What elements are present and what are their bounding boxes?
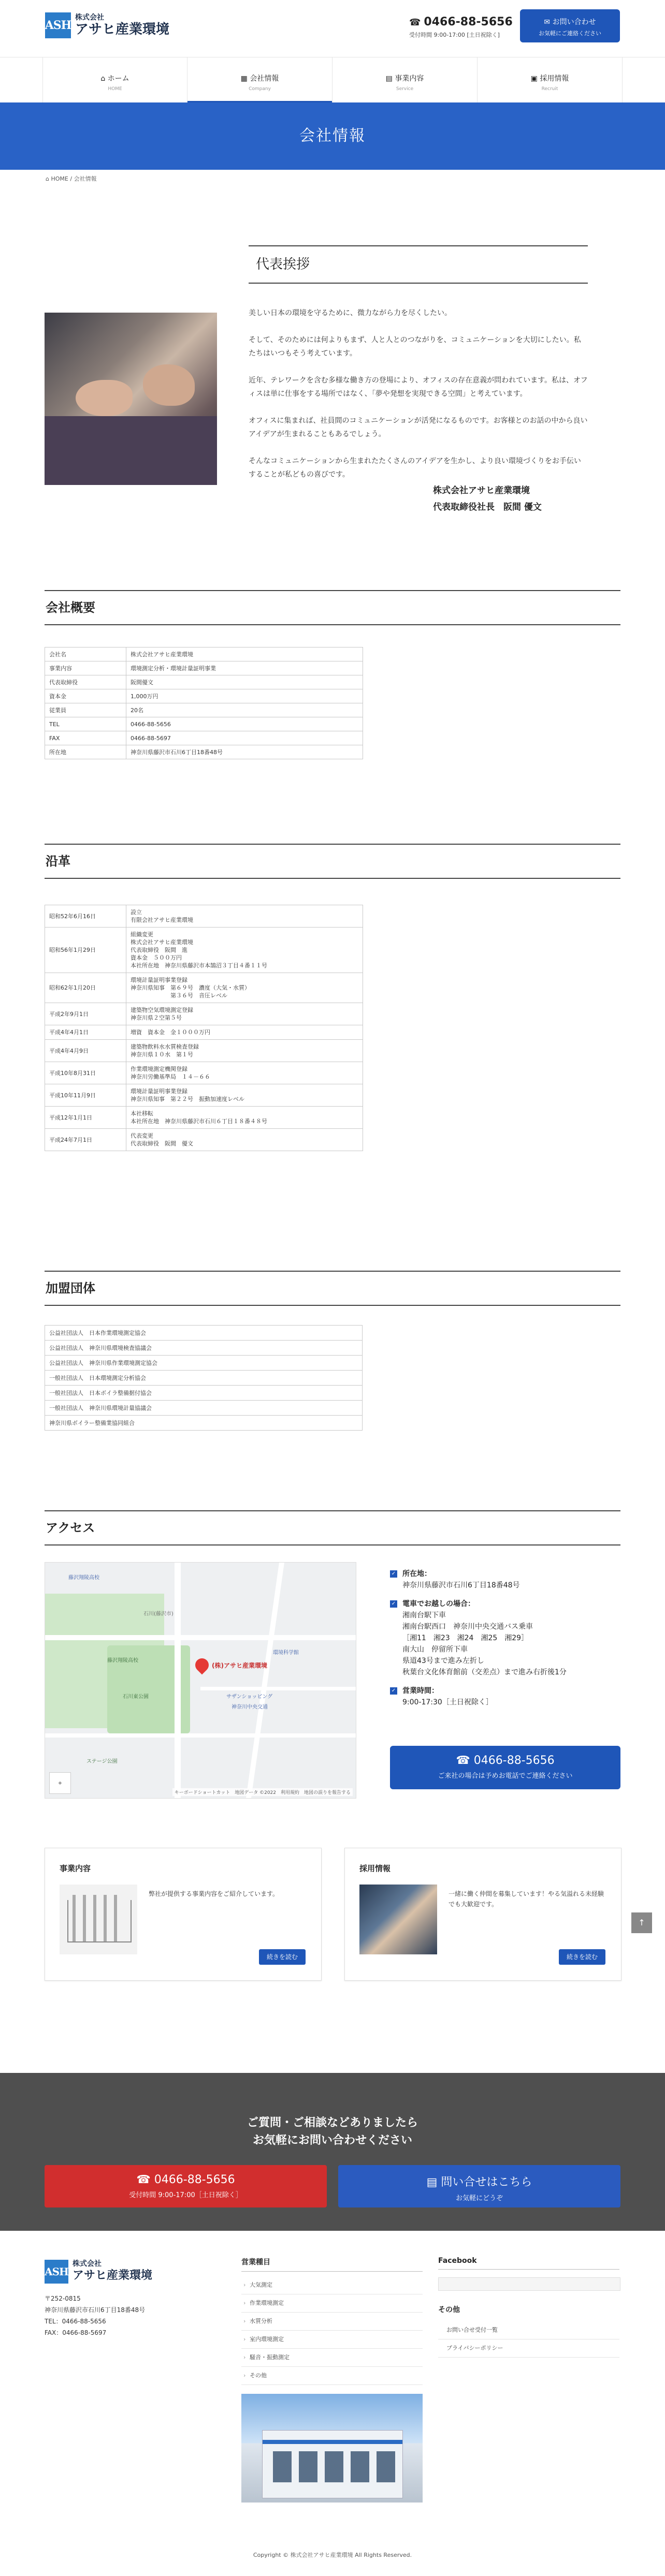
footer-addr: 神奈川県藤沢市石川6丁目18番48号: [45, 2306, 146, 2314]
history-event: 建築物空気環境測定登録 神奈川県２空第５号: [126, 1003, 363, 1025]
recruit-card-image: [359, 1885, 437, 1954]
footer-business-list: [241, 2276, 423, 2385]
history-event: 作業環境測定機関登録 神奈川労働基準局 １４－６６: [126, 1062, 363, 1084]
logo-company-name: アサヒ産業環境: [75, 22, 170, 37]
header-tel-number: 0466-88-5656: [424, 16, 513, 28]
page-banner: [0, 102, 665, 170]
history-date: 平成4年4月9日: [45, 1040, 126, 1062]
overview-row: [45, 661, 363, 675]
scroll-top-button[interactable]: ↑: [631, 1912, 652, 1933]
document-icon: ▤: [426, 2176, 441, 2189]
nav-sub: Service: [396, 86, 414, 92]
nav-sub: Recruit: [541, 86, 558, 92]
map-label: ステージ公園: [86, 1759, 118, 1764]
nav-sub: HOME: [108, 86, 122, 92]
cta-contact-button[interactable]: [338, 2165, 620, 2207]
groups-header: [45, 1271, 620, 1306]
nav-label: 事業内容: [395, 75, 424, 83]
footer-business-item[interactable]: › 騒音・振動測定: [241, 2349, 423, 2367]
group-name: 一般社団法人 神奈川県環境計量協議会: [45, 1401, 363, 1416]
greeting-paragraph: そして、そのためには何よりもまず、人と人とのつながりを、コミュニケーションを大切にしたい。私たちはいつもそう考えています。: [249, 336, 581, 358]
access-info: [390, 1568, 620, 1715]
copyright: Copyright © 株式会社アサヒ産業環境 All Rights Reserved.: [253, 2552, 412, 2558]
history-event: 環境計量証明事業登録 神奈川県知事 第６９号 濃度（大気・水質） 第３６号 音圧レベル: [126, 973, 363, 1003]
greeting-title-box: [249, 245, 588, 284]
cta-tel-button[interactable]: [45, 2165, 327, 2207]
history-date: 昭和56年1月29日: [45, 928, 126, 973]
footer-other-item[interactable]: お問い合せ受付一覧: [438, 2321, 619, 2339]
access-tel-button[interactable]: [390, 1746, 620, 1789]
logo-small-text: 株式会社: [73, 2260, 102, 2268]
history-event: 設立 有限会社アサヒ産業環境: [126, 905, 363, 928]
access-address: [390, 1568, 620, 1591]
overview-value: 0466-88-5656: [126, 717, 363, 731]
signature-company: 株式会社アサヒ産業環境: [433, 485, 530, 496]
history-date: 平成10年11月9日: [45, 1084, 126, 1107]
overview-row: [45, 703, 363, 717]
history-date: 平成2年9月1日: [45, 1003, 126, 1025]
history-date: 平成10年8月31日: [45, 1062, 126, 1084]
overview-row: [45, 731, 363, 745]
footer-building-photo: [241, 2394, 423, 2503]
cta-title-line: お気軽にお問い合わせください: [252, 2134, 412, 2147]
history-title: 沿革: [46, 854, 70, 869]
history-row: [45, 928, 363, 973]
access-tel-sub: ご来社の場合は予めお電話でご連絡ください: [438, 1772, 573, 1780]
contact-label: お問い合わせ: [552, 18, 596, 26]
access-tel: 0466-88-5656: [473, 1754, 555, 1767]
history-date: 平成4年4月1日: [45, 1025, 126, 1040]
access-item-title: 所在地：: [402, 1570, 431, 1578]
history-event: 組織変更 株式会社アサヒ産業環境 代表取締役 阪間 進 資本金 ５００万円 本社所在地 神奈川県藤沢市本鵠沼３丁目４番１１号: [126, 928, 363, 973]
overview-key: 代表取締役: [45, 675, 126, 689]
group-row: [45, 1386, 363, 1401]
footer-fax: FAX：0466-88-5697: [45, 2329, 107, 2336]
history-row: [45, 1003, 363, 1025]
group-row: [45, 1326, 363, 1341]
phone-icon: ☎: [409, 17, 421, 28]
logo-small-text: 株式会社: [75, 13, 104, 22]
access-map[interactable]: [45, 1562, 356, 1799]
map-label: 石川東公園: [123, 1694, 149, 1700]
history-row: [45, 1040, 363, 1062]
overview-key: 所在地: [45, 745, 126, 759]
greeting-paragraph: オフィスに集まれば、社員間のコミュニケーションが活発になるものです。お客様とのお話の中から良いアイデアが生まれることもあるでしょう。: [249, 417, 588, 438]
footer-business-item[interactable]: › 大気測定: [241, 2276, 423, 2294]
overview-key: 会社名: [45, 647, 126, 661]
groups-table: [45, 1325, 363, 1431]
overview-title: 会社概要: [46, 600, 95, 615]
group-row: [45, 1356, 363, 1371]
header-tel[interactable]: [409, 16, 513, 39]
access-hours: [390, 1685, 620, 1708]
group-row: [45, 1341, 363, 1356]
access-item-value: 湘南台駅下車 湘南台駅西口 神奈川中央交通バス乗車 ［湘11 湘23 湘24 湘25 湘29］ 南大山 停留所下車 県道43号まで進み左折し 秋葉台文化体育館前（交差点）まで進み右折後1分: [402, 1611, 567, 1676]
global-nav: [0, 57, 665, 102]
site-footer: [0, 2231, 665, 2576]
overview-row: [45, 717, 363, 731]
service-card[interactable]: [45, 1848, 322, 1981]
card-title: 採用情報: [359, 1864, 391, 1873]
history-row: [45, 1107, 363, 1129]
footer-business-item[interactable]: › その他: [241, 2367, 423, 2385]
group-name: 公益社団法人 神奈川県環境検査協議会: [45, 1341, 363, 1356]
overview-value: 株式会社アサヒ産業環境: [126, 647, 363, 661]
history-event: 増資 資本金 金１０００万円: [126, 1025, 363, 1040]
greeting-section: [0, 188, 665, 525]
access-header: [45, 1510, 620, 1545]
cta-tel: 0466-88-5656: [154, 2173, 235, 2186]
home-icon: ⌂: [46, 175, 51, 182]
cta-mail-sub: お気軽にどうぞ: [455, 2195, 503, 2202]
nav-item-recruit[interactable]: [478, 57, 623, 102]
group-row: [45, 1401, 363, 1416]
history-table: [45, 905, 363, 1151]
history-event: 本社移転 本社所在地 神奈川県藤沢市石川６丁目１８番４８号: [126, 1107, 363, 1129]
breadcrumb: [0, 170, 665, 188]
greeting-photo: [45, 313, 217, 485]
cta-title: [0, 2114, 665, 2150]
overview-value: 神奈川県藤沢市石川6丁目18番48号: [126, 745, 363, 759]
history-header: [45, 844, 620, 879]
nav-item-company[interactable]: [187, 57, 332, 102]
footer-business-title: 営業種目: [241, 2257, 423, 2272]
history-row: [45, 905, 363, 928]
nav-item-home[interactable]: [42, 57, 187, 102]
access-item-value: 神奈川県藤沢市石川6丁目18番48号: [402, 1581, 520, 1589]
nav-item-service[interactable]: [332, 57, 478, 102]
groups-title: 加盟団体: [46, 1281, 95, 1296]
history-event: 建築物飲料水水質検査登録 神奈川県１０水 第１号: [126, 1040, 363, 1062]
map-label: 環境科学館: [273, 1650, 299, 1656]
service-card-image: [60, 1885, 137, 1954]
footer-facebook-title: Facebook: [438, 2257, 619, 2270]
greeting-signature: [433, 482, 542, 516]
group-name: 一般社団法人 日本ボイラ整備据付協会: [45, 1386, 363, 1401]
contact-sub: お気軽にご連絡ください: [539, 30, 601, 37]
page-title: 会社情報: [299, 127, 366, 145]
footer-other-item[interactable]: プライバシーポリシー: [438, 2339, 619, 2358]
overview-key: 事業内容: [45, 661, 126, 675]
greeting-title: 代表挨拶: [256, 257, 310, 272]
greeting-body: [249, 306, 588, 495]
history-row: [45, 1062, 363, 1084]
breadcrumb-sep: /: [70, 175, 73, 182]
group-name: 神奈川県ボイラー整備業協同組合: [45, 1416, 363, 1431]
read-more-button[interactable]: 続きを読む: [559, 1949, 605, 1965]
history-row: [45, 1025, 363, 1040]
building-icon: ▦: [240, 75, 250, 83]
cta-tel-sub: 受付時間 9:00-17:00［土日祝除く］: [129, 2191, 242, 2199]
greeting-paragraph: そんなコミュニケーションから生まれたたくさんのアイデアを生かし、より良い環境づくりをお手伝いすることが私どもの喜びです。: [249, 457, 581, 479]
overview-key: FAX: [45, 731, 126, 745]
group-name: 公益社団法人 日本作業環境測定協会: [45, 1326, 363, 1341]
overview-key: TEL: [45, 717, 126, 731]
map-pin-icon[interactable]: [193, 1656, 212, 1675]
phone-icon: ☎: [136, 2173, 154, 2186]
history-date: 平成24年7月1日: [45, 1129, 126, 1151]
greeting-paragraph: 近年、テレワークを含む多様な働き方の登場により、オフィスの存在意義が問われています。私は、オフィスは単に仕事をする場所ではなく、「夢や発想を実現できる空間」と考えています。: [249, 376, 588, 398]
cta-title-line: ご質問・ご相談などありましたら: [247, 2116, 418, 2129]
footer-tel: TEL：0466-88-5656: [45, 2318, 106, 2325]
access-item-title: 電車でお越しの場合：: [402, 1600, 475, 1608]
overview-key: 従業員: [45, 703, 126, 717]
map-label: 藤沢翔陵高校: [107, 1658, 138, 1664]
site-header: [0, 0, 665, 57]
access-title: アクセス: [46, 1521, 95, 1535]
overview-value: 阪間優文: [126, 675, 363, 689]
check-icon: ✓: [390, 1570, 397, 1578]
map-label: 藤沢翔陵高校: [68, 1575, 99, 1581]
footer-other-list: [438, 2321, 619, 2358]
overview-value: 1,000万円: [126, 689, 363, 703]
logo-mark: ASH: [45, 12, 71, 38]
history-date: 昭和62年1月20日: [45, 973, 126, 1003]
overview-value: 20名: [126, 703, 363, 717]
card-title: 事業内容: [60, 1864, 91, 1873]
history-row: [45, 1084, 363, 1107]
access-item-title: 営業時間：: [402, 1687, 439, 1695]
breadcrumb-home[interactable]: HOME: [51, 175, 68, 182]
footer-address: [45, 2293, 145, 2338]
group-name: 一般社団法人 日本環境測定分析協会: [45, 1371, 363, 1386]
nav-label: ホーム: [107, 75, 129, 83]
overview-row: [45, 745, 363, 759]
card-text: 弊社が提供する事業内容をご紹介しています。: [149, 1890, 279, 1897]
header-contact-button[interactable]: [520, 9, 620, 42]
read-more-button[interactable]: 続きを読む: [259, 1949, 306, 1965]
phone-icon: ☎: [456, 1754, 474, 1767]
cta-mail: 問い合せはこちら: [441, 2176, 532, 2189]
group-name: 公益社団法人 神奈川県作業環境測定協会: [45, 1356, 363, 1371]
overview-key: 資本金: [45, 689, 126, 703]
header-hours: 受付時間 9:00-17:00 [土日祝除く]: [409, 32, 500, 38]
overview-table: [45, 647, 363, 759]
overview-header: [45, 590, 620, 625]
footer-logo[interactable]: [45, 2260, 152, 2284]
overview-value: 0466-88-5697: [126, 731, 363, 745]
history-event: 代表変更 代表取締役 阪間 優文: [126, 1129, 363, 1151]
person-icon: ▣: [530, 75, 540, 83]
logo-mark: ASH: [45, 2260, 68, 2284]
group-row: [45, 1416, 363, 1431]
card-text: 一緒に働く仲間を募集しています！やる気溢れる未経験でも大歓迎です。: [449, 1890, 604, 1908]
mail-icon: ✉: [544, 18, 553, 26]
history-date: 昭和52年6月16日: [45, 905, 126, 928]
document-icon: ▤: [385, 75, 395, 83]
signature-name: 代表取締役社長 阪間 優文: [433, 502, 542, 512]
access-train: [390, 1598, 620, 1678]
recruit-card[interactable]: [344, 1848, 621, 1981]
nav-label: 会社情報: [250, 75, 279, 83]
history-event: 環境計量証明事業登録 神奈川県知事 第２２号 振動加速度レベル: [126, 1084, 363, 1107]
map-credit[interactable]: キーボードショートカット 地図データ ©2022 利用規約 地図の誤りを報告する: [172, 1788, 353, 1796]
map-label: サザンショッピング: [226, 1694, 273, 1700]
home-icon: ⌂: [100, 75, 108, 83]
nav-sub: Company: [249, 86, 271, 92]
site-logo[interactable]: [45, 12, 169, 38]
map-label: 神奈川中央交通: [232, 1704, 268, 1710]
overview-value: 環境測定分析・環境計量証明事業: [126, 661, 363, 675]
overview-row: [45, 675, 363, 689]
overview-row: [45, 689, 363, 703]
footer-business-item[interactable]: › 室内環境測定: [241, 2331, 423, 2349]
group-row: [45, 1371, 363, 1386]
footer-zip: 〒252-0815: [45, 2295, 81, 2302]
cta-section: [0, 2073, 665, 2231]
map-zoom-button[interactable]: +: [49, 1772, 71, 1794]
nav-label: 採用情報: [540, 75, 569, 83]
check-icon: ✓: [390, 1600, 397, 1608]
facebook-widget[interactable]: [438, 2277, 620, 2291]
history-date: 平成12年1月1日: [45, 1107, 126, 1129]
map-label: 石川(藤沢市): [143, 1611, 174, 1617]
check-icon: ✓: [390, 1687, 397, 1695]
map-pin-label: (株)アサヒ産業環境: [212, 1662, 267, 1669]
history-row: [45, 973, 363, 1003]
footer-business-item[interactable]: › 作業環境測定: [241, 2294, 423, 2313]
access-item-value: 9:00-17:30［土日祝除く］: [402, 1698, 493, 1706]
history-row: [45, 1129, 363, 1151]
logo-company-name: アサヒ産業環境: [73, 2269, 153, 2282]
breadcrumb-current: 会社情報: [74, 175, 97, 182]
greeting-paragraph: 美しい日本の環境を守るために、微力ながら力を尽くしたい。: [249, 309, 452, 317]
footer-business-item[interactable]: › 水質分析: [241, 2313, 423, 2331]
overview-row: [45, 647, 363, 661]
footer-other-title: その他: [438, 2306, 460, 2314]
